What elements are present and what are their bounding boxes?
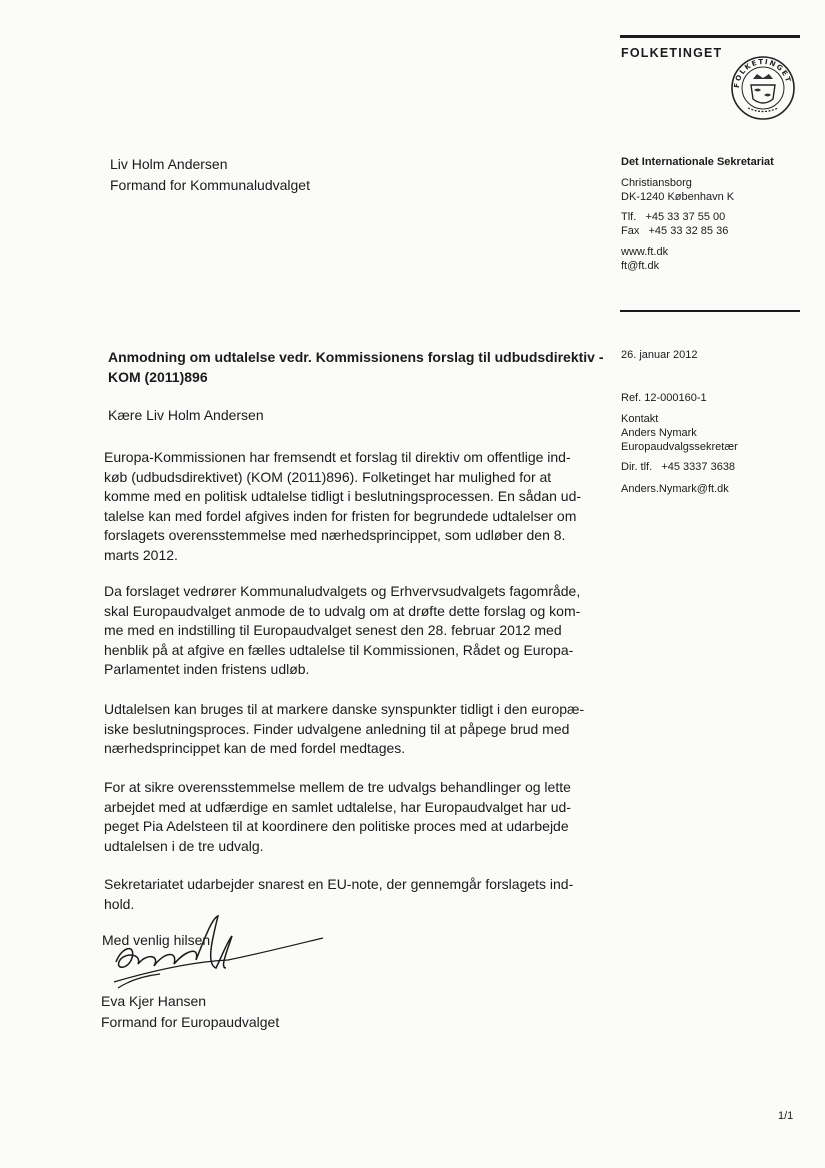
- paragraph-line: Udtalelsen kan bruges til at markere danske synspunkter tidligt i den europæ-: [104, 701, 585, 717]
- subject-line-2: KOM (2011)896: [108, 369, 208, 385]
- letter-subject: [108, 347, 613, 387]
- paragraph-line: Sekretariatet udarbejder snarest en EU-note, der gennemgår forslagets ind-: [104, 876, 574, 892]
- letter-closing: Med venlig hilsen: [102, 932, 211, 948]
- recipient-name: Liv Holm Andersen: [110, 156, 228, 172]
- paragraph-line: marts 2012.: [104, 546, 178, 563]
- email-link[interactable]: ft@ft.dk: [621, 260, 660, 272]
- paragraph-line: nærhedsprincippet kan de med fordel medtages.: [104, 740, 406, 757]
- direct-phone: Dir. tlf. +45 3337 3638: [621, 461, 736, 473]
- letterhead-rule-mid: [620, 310, 800, 312]
- subject-line-1: Anmodning om udtalelse vedr. Kommissionens forslag til udbudsdirektiv -: [108, 349, 604, 365]
- paragraph-line: henblik på at afgive en fælles udtalelse til Kommissionen, Rådet og Europa-: [104, 641, 574, 658]
- paragraph-line: iske beslutningsproces. Finder udvalgene anledning til at påpege brud med: [104, 720, 570, 737]
- letter-greeting: Kære Liv Holm Andersen: [108, 407, 264, 423]
- paragraph-line: køb (udbudsdirektivet) (KOM (2011)896). Folketinget har mulighed for at: [104, 468, 552, 485]
- contact-label: Kontakt: [621, 413, 659, 425]
- paragraph-line: forslagets overensstemmelse med nærhedsprincippet, som udløber den 8.: [104, 527, 566, 544]
- body-paragraph-5: [104, 875, 594, 914]
- org-name: FOLKETINGET: [621, 46, 723, 60]
- body-paragraph-2: [104, 582, 594, 680]
- contact-role: Europaudvalgssekretær: [621, 441, 738, 453]
- paragraph-line: skal Europaudvalget anmode de to udvalg om at drøfte dette forslag og kom-: [104, 602, 581, 619]
- paragraph-line: udtalelsen i de tre udvalg.: [104, 837, 264, 854]
- phone-line: Tlf. +45 33 37 55 00: [621, 211, 726, 223]
- body-paragraph-3: [104, 700, 594, 759]
- paragraph-line: me med en indstilling til Europaudvalget senest den 28. februar 2012 med: [104, 622, 562, 639]
- paragraph-line: hold.: [104, 895, 135, 912]
- paragraph-line: talelse kan med fordel afgives inden for fristen for begrundede udtalelser om: [104, 507, 577, 524]
- address-line-1: Christiansborg: [621, 177, 692, 189]
- department-name: Det Internationale Sekretariat: [621, 156, 774, 168]
- body-paragraph-4: [104, 778, 594, 856]
- handwritten-signature-icon: [108, 910, 328, 1000]
- contact-name: Anders Nymark: [621, 427, 697, 439]
- reference-number: Ref. 12-000160-1: [621, 392, 707, 404]
- paragraph-line: For at sikre overensstemmelse mellem de tre udvalgs behandlinger og lette: [104, 779, 571, 795]
- signer-name: Eva Kjer Hansen: [101, 993, 207, 1009]
- contact-email-link[interactable]: Anders.Nymark@ft.dk: [621, 483, 729, 495]
- recipient-title: Formand for Kommunaludvalget: [110, 177, 310, 193]
- letter-date: 26. januar 2012: [621, 349, 698, 361]
- paragraph-line: Parlamentet inden fristens udløb.: [104, 661, 310, 678]
- paragraph-line: komme med en politisk udtalelse tidligt i beslutningsprocessen. En sådan ud-: [104, 488, 582, 505]
- recipient-block: [110, 154, 310, 196]
- seal-text: FOLKETINGET: [732, 57, 793, 89]
- signer-block: [101, 991, 279, 1033]
- paragraph-line: arbejdet med at udfærdige en samlet udtalelse, har Europaudvalget har ud-: [104, 798, 571, 815]
- address-line-2: DK-1240 København K: [621, 191, 735, 203]
- paragraph-line: Da forslaget vedrører Kommunaludvalgets og Erhvervsudvalgets fagområde,: [104, 583, 581, 599]
- body-paragraph-1: [104, 448, 594, 566]
- fax-line: Fax +45 33 32 85 36: [621, 225, 729, 237]
- signer-title: Formand for Europaudvalget: [101, 1014, 280, 1030]
- website-link[interactable]: www.ft.dk: [621, 246, 669, 258]
- letterhead-rule-top: [620, 35, 800, 38]
- paragraph-line: peget Pia Adelsteen til at koordinere den politiske proces med at udarbejde: [104, 818, 569, 835]
- paragraph-line: Europa-Kommissionen har fremsendt et forslag til direktiv om offentlige ind-: [104, 449, 571, 465]
- folketinget-seal-icon: [730, 55, 796, 121]
- page-number: 1/1: [778, 1110, 794, 1122]
